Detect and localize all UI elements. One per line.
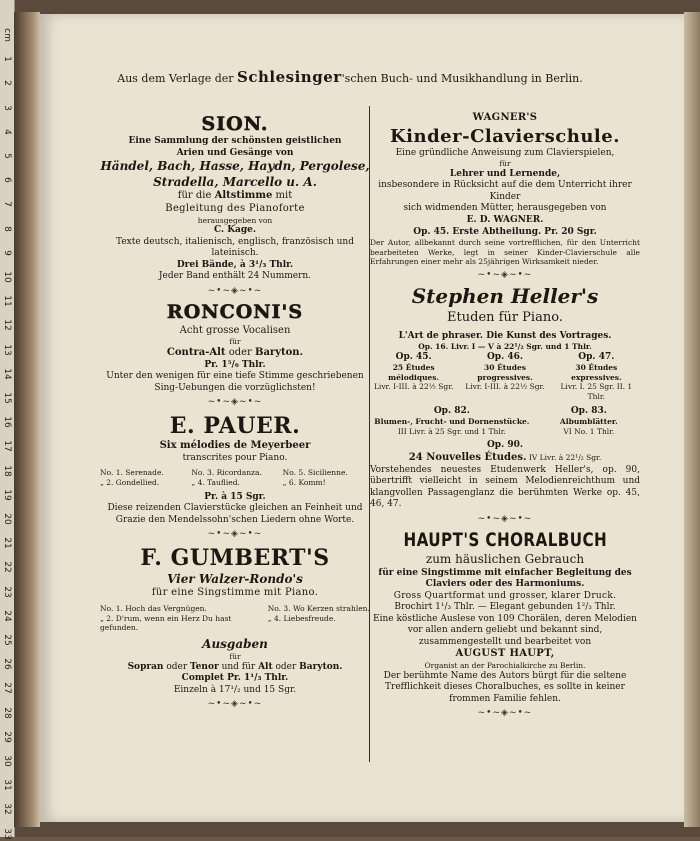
gumbert-items — [100, 604, 370, 633]
header-post: 'schen Buch- und Musikhandlung in Berlin. — [341, 72, 583, 85]
wagner-note: Der Autor, allbekannt durch seine vortrefflichen, für den Unterricht bearbeiteten Werke, legt in seiner Kinder-Clavierschule alle Erfahrungen einer mehr als 25jährigen Wirksamkeit nieder. — [370, 238, 640, 267]
ornament-divider: ~•~◈~•~ — [477, 513, 533, 524]
ruler-tick: 31 — [2, 779, 12, 791]
ornament-divider: ~•~◈~•~ — [207, 529, 263, 540]
wagner-desc2: sich widmenden Mütter, herausgegeben von — [403, 203, 607, 214]
heller-op82-price: III Livr. à 25 Sgr. und 1 Thlr. — [397, 426, 506, 436]
ruler-tick: 32 — [2, 803, 12, 816]
wagner-ad — [370, 112, 640, 281]
wagner-desc1: insbesondere in Rücksicht auf die dem Unterricht ihrer Kinder — [378, 180, 632, 202]
ornament-divider: ~•~◈~•~ — [207, 699, 263, 710]
heller-op83: Op. 83. — [570, 405, 607, 416]
wagner-pre: WAGNER'S — [472, 112, 538, 123]
sion-accompaniment: Begleitung des Pianoforte — [165, 202, 305, 214]
ronconi-title: RONCONI'S — [166, 301, 304, 324]
heller-desc: Vorstehendes neuestes Etudenwerk Heller's, op. 90, übertrifft vielleicht in seinem Melodienreichthum und klangvollen Passagenglanz die berühmten Werke op. 45, 46, 47. — [370, 464, 640, 510]
gumbert-sub2: für eine Singstimme mit Piano. — [151, 587, 319, 599]
pauer-desc: Diese reizenden Clavierstücke gleichen an Feinheit und Grazie den Mendelssohn'schen Liedern ohne Worte. — [107, 503, 363, 525]
haupt-format: Gross Quartformat und grosser, klarer Druck. — [393, 590, 617, 601]
ornament-divider: ~•~◈~•~ — [477, 269, 533, 280]
heller-op46: Op. 46. — [486, 351, 524, 362]
ruler-tick: 8 — [2, 225, 12, 232]
gumbert-voice-3: Alt — [258, 661, 273, 672]
measuring-ruler — [0, 0, 15, 840]
haupt-sub: zum häuslichen Gebrauch — [425, 552, 585, 567]
ruler-tick: 3 — [2, 104, 12, 111]
ronconi-voice-a: Contra-Alt — [166, 347, 226, 359]
ronconi-desc: Unter den wenigen für eine tiefe Stimme geschriebenen Sing-Uebungen die vorzüglichsten! — [106, 371, 364, 393]
heller-nouvelles: 24 Nouvelles Études. — [408, 451, 527, 463]
gumbert-fur: für — [229, 652, 241, 662]
sion-line2: Arien und Gesänge von — [176, 147, 294, 158]
list-item: No. 3. Ricordanza. — [191, 468, 262, 478]
gumbert-or-3: oder — [272, 661, 300, 672]
pauer-price: Pr. à 15 Sgr. — [204, 491, 266, 502]
list-item: „ 4. Tauflied. — [191, 477, 240, 487]
ruler-tick: 28 — [2, 706, 12, 719]
ornament-divider: ~•~◈~•~ — [207, 285, 263, 296]
haupt-author: AUGUST HAUPT, — [455, 648, 555, 660]
heller-op83-price: VI No. 1 Thlr. — [563, 426, 615, 436]
ronconi-fur: für — [229, 337, 241, 347]
haupt-desc: Eine köstliche Auslese von 109 Chorälen, deren Melodien vor allen andern geliebt und bekannt sind, zusammengestellt und bearbeitet von — [373, 613, 637, 647]
sion-ad — [100, 112, 370, 297]
publisher-header — [0, 68, 700, 86]
ruler-tick: 27 — [2, 682, 12, 695]
haupt-voice: für eine Singstimme mit einfacher Begleitung des Claviers oder des Harmoniums. — [378, 567, 632, 590]
list-item: „ 2. D'rum, wenn ein Herz Du hast gefunden. — [100, 613, 232, 633]
list-item: „ 2. Gondellied. — [100, 477, 160, 487]
ruler-tick: 6 — [2, 177, 12, 184]
list-item: No. 5. Sicilienne. — [282, 468, 348, 478]
wagner-fur: für — [499, 159, 511, 169]
heller-op83-title: Albumblätter. — [559, 417, 618, 427]
left-column — [100, 112, 370, 714]
book-spine — [14, 12, 40, 827]
ruler-tick: 17 — [2, 440, 12, 453]
ruler-tick: 14 — [2, 368, 12, 380]
ruler-tick: 12 — [2, 319, 12, 332]
list-item: „ 4. Liebesfreude. — [267, 613, 336, 623]
ronconi-sub: Acht grosse Vocalisen — [179, 324, 291, 336]
haupt-price: Brochirt 1¹/₃ Thlr. — Elegant gebunden 1²/₃ Thlr. — [394, 602, 616, 613]
heller-op47: Op. 47. — [578, 351, 615, 362]
haupt-role: Organist an der Parochialkirche zu Berlin. — [424, 661, 586, 671]
ornament-divider: ~•~◈~•~ — [477, 708, 533, 719]
gumbert-title: F. GUMBERT'S — [140, 544, 330, 571]
header-pre: Aus dem Verlage der — [117, 72, 238, 85]
ronconi-price: Pr. 1⁵/₆ Thlr. — [204, 359, 266, 370]
heller-op82: Op. 82. — [433, 405, 470, 416]
ruler-tick: cm — [2, 28, 12, 42]
ruler-tick: 23 — [2, 585, 12, 598]
heller-art: L'Art de phraser. Die Kunst des Vortrages. — [398, 330, 612, 341]
heller-nouvelles-price: IV Livr. à 22¹/₂ Sgr. — [526, 452, 602, 462]
haupt-title: HAUPT'S CHORALBUCH — [403, 529, 607, 552]
heller-ad — [370, 284, 640, 525]
ruler-tick: 33 — [2, 827, 12, 840]
sion-line1: Eine Sammlung der schönsten geistlichen — [128, 136, 342, 147]
pauer-title: E. PAUER. — [169, 412, 301, 439]
gumbert-single: Einzeln à 17¹/₂ und 15 Sgr. — [173, 684, 297, 695]
ruler-tick: 2 — [2, 80, 12, 87]
ornament-divider: ~•~◈~•~ — [207, 397, 263, 408]
gumbert-price: Complet Pr. 1¹/₃ Thlr. — [181, 673, 289, 684]
ruler-tick: 24 — [2, 610, 12, 622]
sion-voice-post: mit — [272, 190, 293, 202]
gumbert-ausgaben: Ausgaben — [202, 636, 268, 651]
sion-texts: Texte deutsch, italienisch, englisch, französisch und lateinisch. — [116, 236, 354, 259]
heller-op46-title: 30 Études progressives. — [477, 363, 533, 382]
ronconi-voice-or: oder — [225, 347, 255, 359]
heller-op45-price: Livr. I-III. à 22½ Sgr. — [373, 382, 454, 392]
ruler-tick: 26 — [2, 658, 12, 670]
heller-op46-price: Livr. I-III. à 22½ Sgr. — [465, 382, 545, 392]
haupt-ad — [370, 528, 640, 720]
sion-composers-2: Stradella, Marcello u. A. — [153, 174, 317, 189]
wagner-author: E. D. WAGNER. — [466, 215, 544, 225]
ruler-tick: 16 — [2, 416, 12, 428]
ruler-tick: 20 — [2, 513, 12, 525]
heller-op90: Op. 90. — [486, 440, 524, 451]
sion-voice-pre: für die — [177, 190, 215, 202]
pauer-sub: Six mélodies de Meyerbeer — [159, 440, 311, 452]
ruler-tick: 9 — [2, 249, 12, 256]
heller-op82-title: Blumen-, Frucht- und Dornenstücke. — [374, 417, 530, 427]
gumbert-voice-2: Tenor — [190, 661, 219, 672]
ruler-tick: 4 — [2, 128, 12, 135]
sion-edited: herausgegeben von — [197, 215, 273, 225]
heller-op-grid — [370, 352, 640, 402]
list-item: „ 6. Komm! — [282, 477, 326, 487]
ruler-tick: 11 — [2, 295, 12, 307]
heller-op47-price: Livr. I. 25 Sgr. II. 1 Thlr. — [560, 382, 633, 401]
wagner-op: Op. 45. Erste Abtheilung. Pr. 20 Sgr. — [413, 226, 597, 237]
heller-op45-title: 25 Études mélodiques. — [388, 363, 440, 382]
heller-op45: Op. 45. — [395, 351, 432, 362]
pauer-trans: transcrites pour Piano. — [182, 452, 288, 463]
heller-title: Stephen Heller's — [411, 284, 599, 309]
ruler-tick: 5 — [2, 153, 12, 159]
sion-title: SION. — [201, 113, 269, 135]
pauer-ad — [100, 412, 370, 541]
page-edge — [684, 12, 700, 827]
ruler-tick: 22 — [2, 561, 12, 574]
ruler-tick: 21 — [2, 537, 12, 549]
heller-op47-title: 30 Études expressives. — [571, 363, 622, 382]
wagner-title: Kinder-Clavierschule. — [390, 125, 620, 147]
ruler-tick: 18 — [2, 464, 12, 477]
gumbert-or-2: und für — [218, 661, 259, 672]
ruler-tick: 10 — [2, 271, 12, 283]
ronconi-voice-b: Baryton. — [255, 347, 304, 359]
sion-editor: C. Kage. — [213, 225, 257, 236]
ruler-tick: 1 — [2, 56, 12, 63]
sion-price: Drei Bände, à 3¹/₃ Thlr. — [176, 259, 294, 270]
gumbert-sub: Vier Walzer-Rondo's — [167, 571, 303, 586]
gumbert-or-1: oder — [163, 661, 191, 672]
list-item: No. 3. Wo Kerzen strahlen. — [267, 603, 370, 613]
ruler-tick: 29 — [2, 731, 12, 743]
gumbert-voice-1: Sopran — [127, 661, 164, 672]
heller-sub: Etuden für Piano. — [447, 309, 563, 325]
ronconi-ad — [100, 300, 370, 409]
list-item: No. 1. Serenade. — [100, 468, 164, 478]
gumbert-ad — [100, 544, 370, 711]
pauer-items — [100, 468, 370, 487]
heller-op16: Op. 16. Livr. I — V à 22¹/₂ Sgr. und 1 Thlr. — [418, 342, 592, 352]
ruler-tick: 30 — [2, 755, 12, 767]
sion-voice: Altstimme — [214, 190, 273, 202]
right-column — [370, 112, 640, 723]
heller-op82-83 — [370, 406, 640, 437]
gumbert-voice-4: Baryton. — [299, 661, 343, 672]
list-item: No. 1. Hoch das Vergnügen. — [100, 603, 207, 613]
wagner-who: Lehrer und Lernende, — [449, 168, 561, 179]
ruler-tick: 19 — [2, 489, 12, 501]
wagner-sub: Eine gründliche Anweisung zum Clavierspielen, — [395, 147, 615, 158]
ruler-tick: 7 — [2, 201, 12, 208]
sion-numbers: Jeder Band enthält 24 Nummern. — [158, 271, 312, 282]
ruler-tick: 15 — [2, 392, 12, 404]
ruler-tick: 25 — [2, 634, 12, 646]
publisher-name: Schlesinger — [237, 68, 342, 86]
ruler-tick: 13 — [2, 343, 12, 356]
sion-composers-1: Händel, Bach, Hasse, Haydn, Pergolese, — [100, 159, 370, 174]
haupt-note: Der berühmte Name des Autors bürgt für die seltene Trefflichkeit dieses Choralbuches, es sollte in keiner frommen Familie fehlen. — [383, 670, 627, 704]
